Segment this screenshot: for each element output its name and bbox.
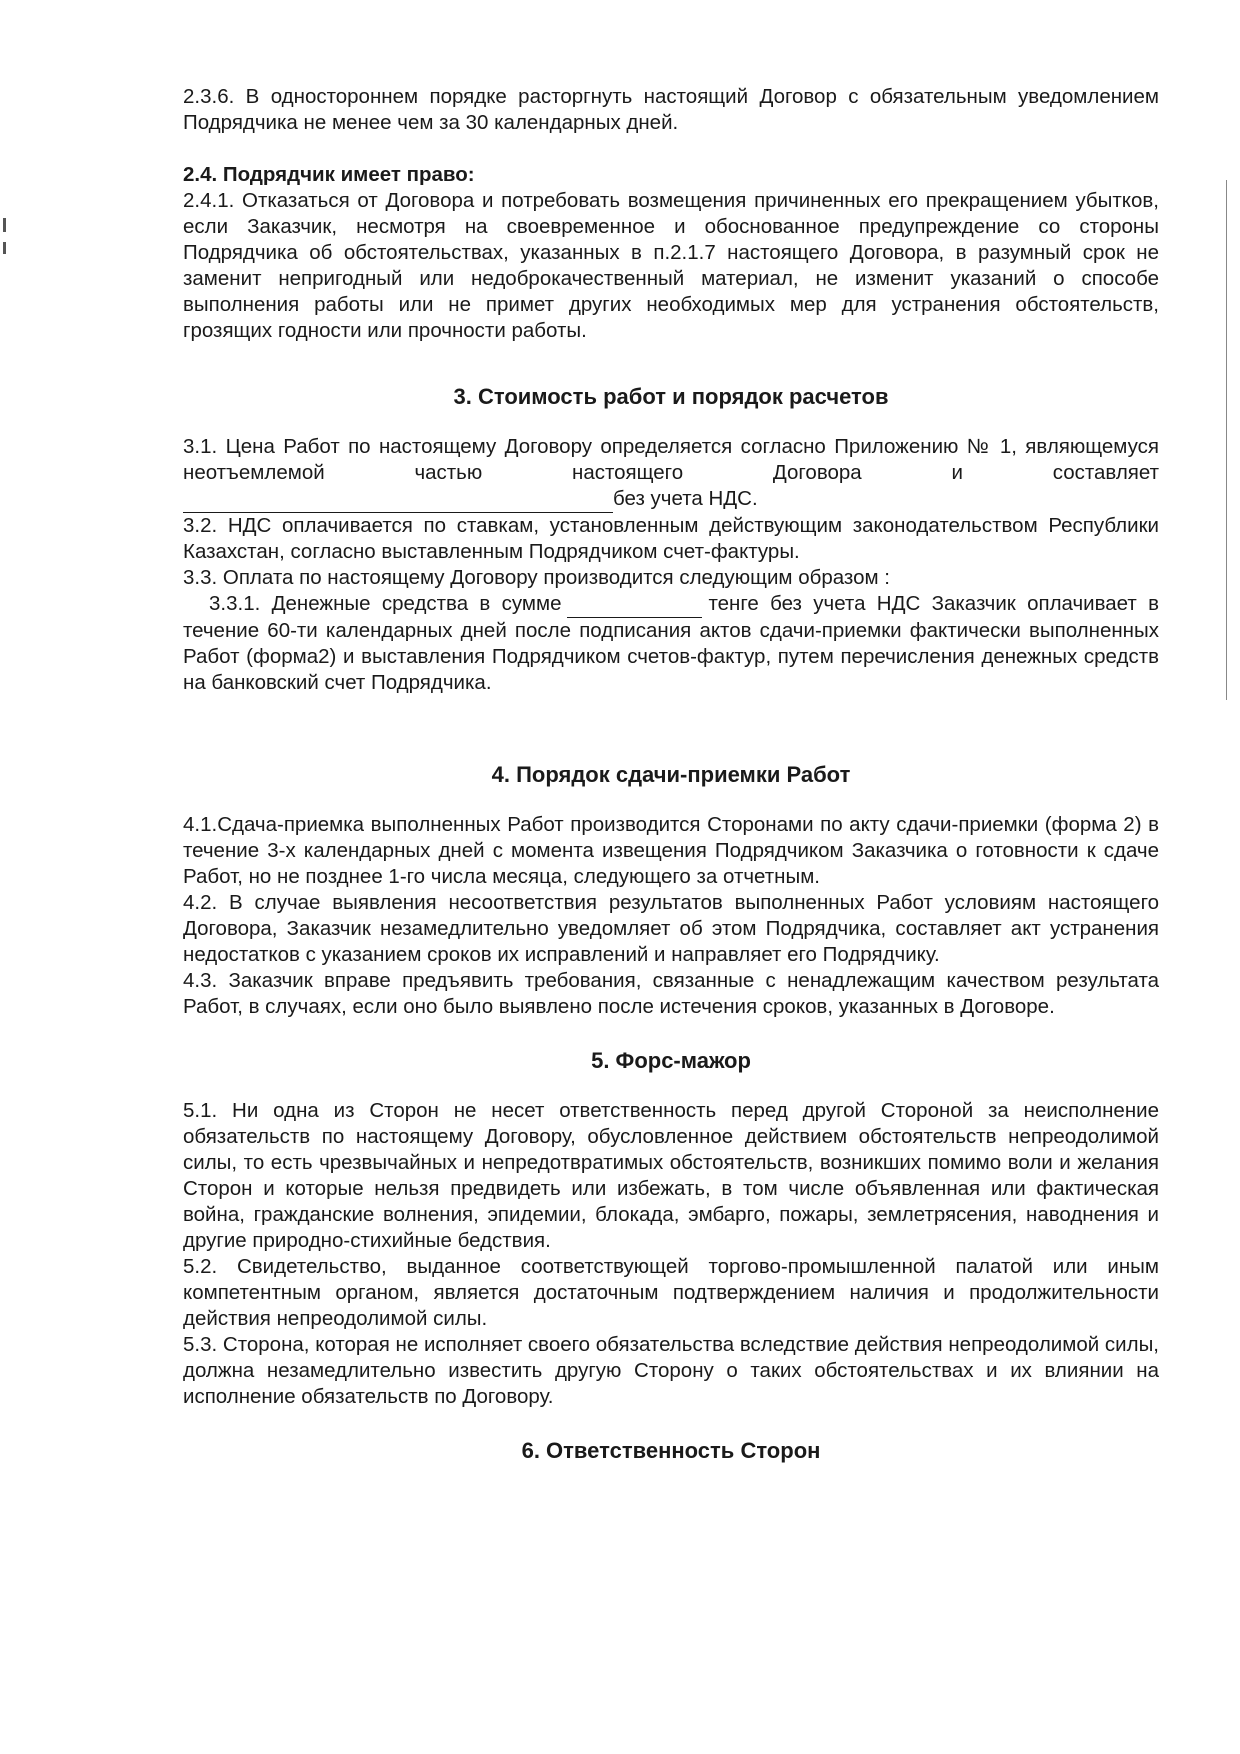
section-5-title: 5. Форс-мажор (591, 1048, 751, 1073)
clause-5-1: 5.1. Ни одна из Сторон не несет ответственность перед другой Стороной за неисполнение обязательств по настоящему Договору, обусловленное действием обстоятельств непреодолимой силы, то есть чрезвычайных и непредотвратимых обстоятельств, возникших помимо воли и желания Сторон и которые нельзя предвидеть или избежать, в том числе объявленная или фактическая война, гражданские волнения, эпидемии, блокада, эмбарго, пожары, землетрясения, наводнения и другие природно-стихийные бедствия. (183, 1099, 1159, 1252)
section-6-title: 6. Ответственность Сторон (521, 1438, 821, 1463)
clause-2-3-6: 2.3.6. В одностороннем порядке расторгнуть настоящий Договор с обязательным уведомлением Подрядчика не менее чем за 30 календарных дней. (183, 85, 1159, 134)
clause-3-3-1 (183, 591, 1159, 696)
sum-blank-field (567, 591, 702, 618)
clause-3-1-text: 3.1. Цена Работ по настоящему Договору определяется согласно Приложению № 1, являющемуся неотъемлемой частью настоящего Договора и составляет (183, 435, 1159, 484)
clause-5-3: 5.3. Сторона, которая не исполняет своего обязательства вследствие действия непреодолимой силы, должна незамедлительно известить другую Сторону о таких обстоятельствах и их влиянии на исполнение обязательств по Договору. (183, 1333, 1159, 1408)
section-4-title: 4. Порядок сдачи-приемки Работ (491, 762, 851, 787)
clause-4-3: 4.3. Заказчик вправе предъявить требования, связанные с ненадлежащим качеством результата Работ, в случаях, если оно было выявлено после истечения сроков, указанных в Договоре. (183, 969, 1159, 1018)
subheading-2-4: 2.4. Подрядчик имеет право: (183, 163, 475, 186)
scan-mark-left-1 (3, 218, 6, 232)
clause-5-2: 5.2. Свидетельство, выданное соответствующей торгово-промышленной палатой или иным компетентным органом, является достаточным подтверждением наличия и продолжительности действия непреодолимой силы. (183, 1255, 1159, 1330)
clause-2-4-1: 2.4.1. Отказаться от Договора и потребовать возмещения причиненных его прекращением убытков, если Заказчик, несмотря на своевременное и обоснованное предупреждение со стороны Подрядчика об обстоятельствах, указанных в п.2.1.7 настоящего Договора, в разумный срок не заменит непригодный или недоброкачественный материал, не изменит указаний о способе выполнения работы или не примет других необходимых мер для устранения обстоятельств, грозящих годности или прочности работы. (183, 189, 1159, 342)
document-body (183, 84, 1159, 1464)
clause-3-3: 3.3. Оплата по настоящему Договору производится следующим образом : (183, 566, 890, 589)
amount-blank-field (183, 486, 613, 513)
scan-mark-left-2 (3, 242, 6, 254)
clause-3-1-vat-note: без учета НДС. (613, 487, 758, 510)
clause-3-1 (183, 434, 1159, 486)
clause-3-1-amount-line (183, 486, 1159, 513)
clause-3-3-1-rest: тенге без учета НДС Заказчик оплачивает в течение 60-ти календарных дней после подписания актов сдачи-приемки фактически выполненных Работ (форма2) и выставления Подрядчиком счетов-фактур, путем перечисления денежных средств на банковский счет Подрядчика. (183, 592, 1159, 694)
scan-edge-right (1226, 180, 1227, 700)
section-3-title: 3. Стоимость работ и порядок расчетов (453, 384, 889, 409)
clause-3-3-1-start: 3.3.1. Денежные средства в сумме (209, 592, 562, 615)
clause-4-2: 4.2. В случае выявления несоответствия результатов выполненных Работ условиям настоящего Договора, Заказчик незамедлительно уведомляет об этом Подрядчика, составляет акт устранения недостатков с указанием сроков их исправлений и направляет его Подрядчику. (183, 891, 1159, 966)
clause-4-1: 4.1.Сдача-приемка выполненных Работ производится Сторонами по акту сдачи-приемки (форма 2) в течение 3-х календарных дней с момента извещения Подрядчиком Заказчика о готовности к сдаче Работ, но не позднее 1-го числа месяца, следующего за отчетным. (183, 813, 1159, 888)
clause-3-2: 3.2. НДС оплачивается по ставкам, установленным действующим законодательством Республики Казахстан, согласно выставленным Подрядчиком счет-фактуры. (183, 514, 1159, 563)
